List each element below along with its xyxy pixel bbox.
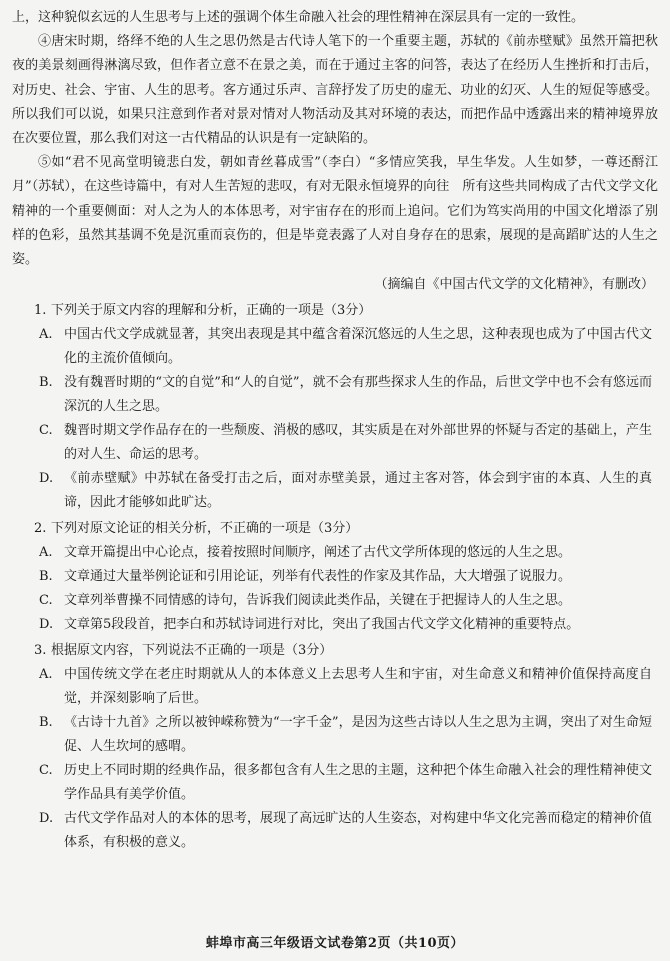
passage-source: （摘编自《中国古代文学的文化精神》，有删改）	[374, 277, 654, 293]
option-label: C.	[39, 763, 53, 779]
option-label: D.	[39, 617, 54, 633]
option-label: C.	[39, 593, 53, 609]
option-text: 文章通过大量举例论证和引用论证，列举有代表性的作家及其作品，大大增强了说服力。	[64, 569, 572, 585]
option-text: 历史上不同时期的经典作品，很多都包含有人生之思的主题，这种把个体生命融入社会的理性精神使文学作品具有美学价值。	[64, 763, 652, 803]
question-3	[12, 639, 658, 855]
question-1	[12, 299, 658, 515]
option-c	[12, 589, 658, 613]
option-text: 文章开篇提出中心论点，接着按照时间顺序，阐述了古代文学所体现的悠远的人生之思。	[64, 545, 572, 561]
question-number: 2.	[34, 521, 47, 537]
option-label: A.	[39, 545, 53, 561]
option-c	[12, 759, 658, 807]
question-text: 根据原文内容，下列说法不正确的一项是（3分）	[51, 643, 333, 659]
question-stem	[12, 299, 658, 323]
option-label: B.	[39, 375, 53, 391]
passage-paragraph: ④唐宋时期，络绎不绝的人生之思仍然是古代诗人笔下的一个重要主题，苏轼的《前赤壁赋》虽然开篇把秋夜的美景刻画得淋漓尽致，但作者立意不在景之美，而在于通过主客的问答，表达了在经历人生挫折和打击后，对历史、社会、宇宙、人生的思考。客方通过乐声、言辞抒发了历史的虚无、功业的幻灭、人生的短促等感受。所以我们可以说，如果只注意到作者对景对情对人物活动及其对环境的表达，而把作品中透露出来的精神境界放在次要位置，那么我们对这一古代精品的认识是有一定缺陷的。	[12, 34, 658, 147]
option-label: D.	[39, 471, 54, 487]
option-text: 《古诗十九首》之所以被钟嵘称赞为“一字千金”，是因为这些古诗以人生之思为主调，突出了对生命短促、人生坎坷的感喟。	[64, 715, 652, 755]
option-b	[12, 711, 658, 759]
option-text: 没有魏晋时期的“文的自觉”和“人的自觉”，就不会有那些探求人生的作品，后世文学中也不会有悠远而深沉的人生之思。	[64, 375, 652, 415]
question-text: 下列关于原文内容的理解和分析，正确的一项是（3分）	[51, 303, 372, 319]
option-label: B.	[39, 569, 53, 585]
option-text: 中国传统文学在老庄时期就从人的本体意义上去思考人生和宇宙，对生命意义和精神价值保持高度自觉，并深刻影响了后世。	[64, 667, 652, 707]
page-footer: 蚌埠市高三年级语文试卷第2页（共10页）	[205, 936, 465, 951]
option-b	[12, 565, 658, 589]
question-number: 3.	[34, 643, 47, 659]
option-a	[12, 541, 658, 565]
question-stem	[12, 639, 658, 663]
question-text: 下列对原文论证的相关分析，不正确的一项是（3分）	[51, 521, 359, 537]
reading-passage	[12, 6, 658, 272]
option-a	[12, 323, 658, 371]
question-number: 1.	[34, 303, 47, 319]
option-text: 中国古代文学成就显著，其突出表现是其中蕴含着深沉悠远的人生之思，这种表现也成为了中国古代文化的主流价值倾向。	[64, 327, 652, 367]
option-b	[12, 371, 658, 419]
option-d	[12, 807, 658, 855]
option-text: 文章列举曹操不同情感的诗句，告诉我们阅读此类作品，关键在于把握诗人的人生之思。	[64, 593, 572, 609]
passage-paragraph: ⑤如“君不见高堂明镜悲白发，朝如青丝暮成雪”（李白）“多情应笑我，早生华发。人生如梦，一尊还酹江月”（苏轼），在这些诗篇中，有对人生苦短的悲叹，有对无限永恒境界的向往 所有这些共同构成了古代文学文化精神的一个重要侧面：对人之为人的本体思考，对宇宙存在的形而上追问。它们为笃实尚用的中国文化增添了别样的色彩，虽然其基调不免是沉重而哀伤的，但是毕竟表露了人对自身存在的思索，展现的是高蹈旷达的人生之姿。	[12, 155, 658, 268]
option-label: A.	[39, 327, 53, 343]
option-d	[12, 613, 658, 637]
option-label: B.	[39, 715, 53, 731]
option-text: 文章第5段段首，把李白和苏轼诗词进行对比，突出了我国古代文学文化精神的重要特点。	[64, 617, 580, 633]
option-text: 《前赤壁赋》中苏轼在备受打击之后，面对赤壁美景，通过主客对答，体会到宇宙的本真、人生的真谛，因此才能够如此旷达。	[64, 471, 652, 511]
option-label: D.	[39, 811, 54, 827]
option-c	[12, 419, 658, 467]
question-stem	[12, 517, 658, 541]
option-text: 魏晋时期文学作品存在的一些颓废、消极的感叹，其实质是在对外部世界的怀疑与否定的基础上，产生的对人生、命运的思考。	[64, 423, 652, 463]
question-2	[12, 517, 658, 637]
option-text: 古代文学作品对人的本体的思考，展现了高远旷达的人生姿态，对构建中华文化完善而稳定的精神价值体系，有积极的意义。	[64, 811, 652, 851]
option-label: C.	[39, 423, 53, 439]
option-a	[12, 663, 658, 711]
passage-paragraph: 上，这种貌似玄远的人生思考与上述的强调个体生命融入社会的理性精神在深层具有一定的一致性。	[12, 10, 585, 25]
option-label: A.	[39, 667, 53, 683]
option-d	[12, 467, 658, 515]
